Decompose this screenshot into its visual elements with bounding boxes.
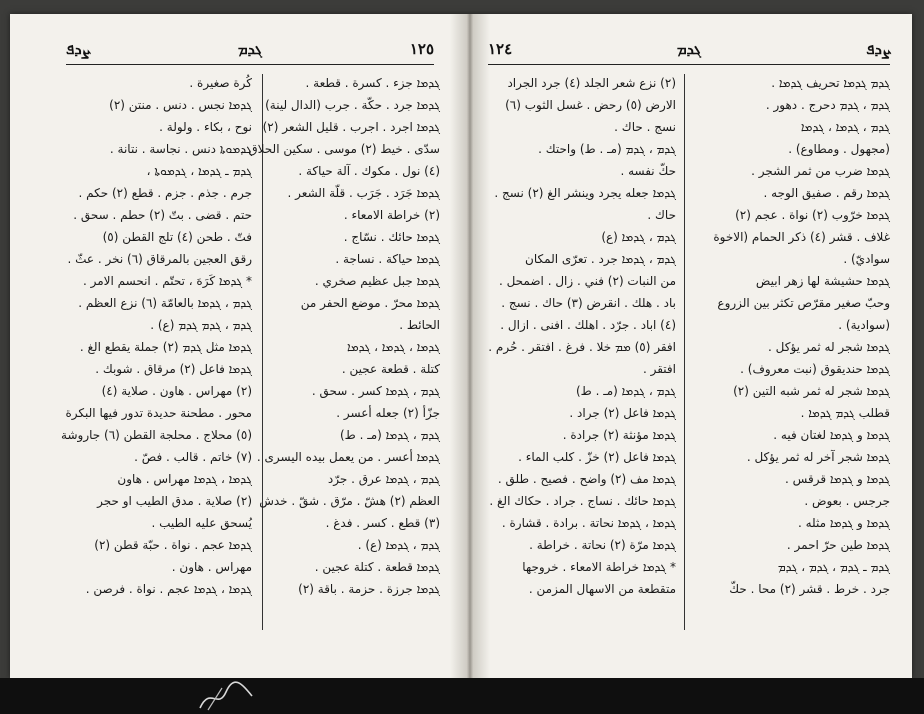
right-page-number: ١٢٤ [488, 40, 513, 58]
dictionary-line: (٢) نزع شعر الجلد (٤) جرد الجراد [507, 76, 676, 90]
dictionary-line: فتّ . طحن (٤) تلج القطن (٥) [102, 230, 252, 244]
dictionary-line: ܓܕܡܐ قطعة . كتلة عجين . [314, 560, 440, 574]
right-header-rule [488, 64, 890, 65]
dictionary-line: ܓܕܡ ، ܓܕܡ دحرج . دهور . [765, 98, 890, 112]
dictionary-line: افتقر . [642, 362, 676, 376]
dictionary-line: جرجس . بعوض . [804, 494, 890, 508]
dictionary-line: ܓܕܡܐ جعله يجرد وينشر الغ (٢) نسج . [494, 186, 676, 200]
dictionary-line: ܓܕܡܐ جزء . كسرة . قطعة . [305, 76, 440, 90]
book-gutter [450, 14, 490, 678]
right-page-column-2 [692, 72, 890, 634]
dictionary-line: ܓܕܡܐ حشيشة لها زهر ابيض [755, 274, 890, 288]
dictionary-line: ܓܕܡ ـ ܓܕܡܐ ، ܓܕܡܘܬܐ ، [146, 164, 252, 178]
dictionary-line: من النبات (٢) فني . زال . اضمحل . [498, 274, 676, 288]
dictionary-line: ܓܕܡܐ جرزة . حزمة . باقة (٢) [298, 582, 440, 596]
dictionary-line: حكّ نفسه . [620, 164, 676, 178]
dictionary-line: ܓܕܡ ، ܓܕܡܐ (ع) . [357, 538, 440, 552]
dictionary-line: (٢) صلاية . مدق الطيب او حجر [97, 494, 252, 508]
dictionary-line: جزّأ (٢) جعله أعسر . [336, 406, 440, 420]
dictionary-line: * ܓܕܡܐ خراطة الامعاء . خروجها [522, 560, 676, 574]
left-page [10, 14, 452, 678]
dictionary-line: ܓܕܡܐ حائك . نساج . جراد . حكاك الغ . [489, 494, 676, 508]
dictionary-line: ܓܕܡܐ فاعل (٢) جراد . [569, 406, 676, 420]
dictionary-line: متقطعة من الاسهال المزمن . [528, 582, 676, 596]
dictionary-line: ܓܕܡܐ طين حرّ احمر . [786, 538, 890, 552]
dictionary-line: ܓܕܡܐ ، ܓܕܡܐ ، ܓܕܡܐ [346, 340, 440, 354]
dictionary-line: حاك . [647, 208, 676, 222]
left-header-left-word: ܨܕܦ [66, 40, 90, 58]
dictionary-line: (سوادية) . [838, 318, 890, 332]
dictionary-line: ܓܕܡ ـ ܓܕܡ ، ܓܕܡ ، ܓܕܡ [777, 560, 890, 574]
left-page-column-1 [61, 72, 252, 634]
dictionary-line: يُسحق عليه الطيب . [151, 516, 252, 530]
dictionary-line: * ܓܕܡܐ كَرَهَ ، تحتّم . انحسم الامر . [82, 274, 252, 288]
dictionary-line: نوح ، بكاء . ولولة . [159, 120, 252, 134]
dictionary-line: ܓܕܡܐ رقم . صفيق الوجه . [763, 186, 890, 200]
right-header-right-word: ܨܕܦ [866, 40, 890, 58]
dark-background-strip [0, 678, 924, 714]
dictionary-line: افقر (٥) ܡܡ خلا . فرغ . افتقر . حُرم . [488, 340, 676, 354]
dictionary-line: ܓܕܡܐ فاعل (٢) مرقاق . شوبك . [95, 362, 252, 376]
right-page [488, 14, 912, 678]
dictionary-line: ܓܕܡܐ حنديقوق (نبت معروف) . [740, 362, 890, 376]
dictionary-line: ܓܕܡܐ اجرد . اجرب . قليل الشعر (٢) [262, 120, 440, 134]
dictionary-line: الحائط . [399, 318, 440, 332]
dictionary-line: ܓܕܡܐ فاعل (٢) خزّ . كلب الماء . [518, 450, 676, 464]
dictionary-line: ܓܕܡܐ و ܓܕܡܐ قرقس . [785, 472, 890, 486]
dictionary-line: ܓܕܡ ، ܓܕܡܐ (مـ . ط) [576, 384, 676, 398]
dictionary-line: العظم (٢) هشّ . مرّق . شقّ . خدش [259, 494, 440, 508]
dictionary-line: ܓܕܡܐ نجس . دنس . منتن (٢) [109, 98, 252, 112]
dictionary-line: ܓܕܡܐ خرّوب (٢) نواة . عجم (٢) [735, 208, 890, 222]
dictionary-line: ܓܕܡܐ و ܓܕܡܐ لغتان فيه . [773, 428, 890, 442]
dictionary-line: (٧) خاتم . قالب . فصّ . [134, 450, 252, 464]
dictionary-line: ܓܕܡܐ ، ܓܕܡܐ نحاتة . برادة . قشارة . [501, 516, 676, 530]
right-page-column-1 [490, 72, 676, 634]
dictionary-line: ܓܕܡ ، ܓܕܡܐ جرد . تعرّى المكان [525, 252, 676, 266]
dictionary-line: غلاف . قشر (٤) ذكر الحمام (الاخوة [713, 230, 890, 244]
dictionary-line: ܓܕܡ ، ܓܕܡܐ بالعامّة (٦) نزع العظم . [78, 296, 252, 310]
dictionary-line: سواديّ) . [843, 252, 890, 266]
dictionary-line: ܓܕܡܐ أعسر . من يعمل بيده اليسرى . [256, 450, 440, 464]
dictionary-line: ܓܕܡ ، ܓܕܡܐ (مـ . ط) [340, 428, 440, 442]
dictionary-line: ܓܕܡܐ مؤنثة (٢) جرادة . [562, 428, 676, 442]
dictionary-line: الارض (٥) رحض . غسل الثوب (٦) [505, 98, 676, 112]
dictionary-line: رقق العجين بالمرقاق (٦) نخر . عثّ . [67, 252, 252, 266]
dictionary-line: ܓܕܡܐ مرّة (٢) نحاتة . خراطة . [529, 538, 676, 552]
dictionary-line: ܓܕܡ ، ܓܕܡ ܓܕܡ (ع) . [150, 318, 252, 332]
left-page-header [66, 40, 434, 62]
dictionary-line: (٥) محلاج . محلجة القطن (٦) جاروشة [61, 428, 252, 442]
right-column-divider [684, 74, 685, 630]
dictionary-line: كُرة صغيرة . [189, 76, 252, 90]
dictionary-line: ܓܕܡܐ شجر له ثمر يؤكل . [768, 340, 890, 354]
dictionary-line: حتم . قضى . بتّ (٢) حطم . سحق . [73, 208, 252, 222]
dictionary-line: مهراس . هاون . [171, 560, 252, 574]
dictionary-line: ܓܕܡܐ جَرَد . جَرَب . قلّة الشعر . [287, 186, 440, 200]
dictionary-line: ܓܕܡܐ ضرب من ثمر الشجر . [751, 164, 890, 178]
right-header-center-word: ܓܕܡ [676, 40, 702, 58]
dictionary-line: (مجهول . ومطاوع) . [788, 142, 890, 156]
dictionary-line: قطلب ܓܕܡ ܓܕܡܐ . [800, 406, 890, 420]
dictionary-line: ܓܕܡܐ جرد . حكّة . جرب (الدال لينة) [265, 98, 440, 112]
book-spread [10, 14, 912, 678]
dictionary-line: ܓܕܡܐ حائك . نسّاج . [343, 230, 440, 244]
left-page-number: ١٢٥ [409, 40, 434, 58]
dictionary-line: ܓܕܡܐ جبل عظيم صخري . [314, 274, 440, 288]
pen-scribble-icon [196, 682, 256, 712]
dictionary-line: نسج . حاك . [614, 120, 676, 134]
left-header-center-word: ܓܕܡ [237, 40, 263, 58]
left-header-rule [66, 64, 434, 65]
dictionary-line: جرم . جذم . جزم . قطع (٢) حكم . [78, 186, 252, 200]
dictionary-line: ܓܕܡܐ و ܓܕܡܐ مثله . [797, 516, 890, 530]
dictionary-line: (٣) قطع . كسر . فدغ . [325, 516, 440, 530]
dictionary-line: كتلة . قطعة عجين . [341, 362, 440, 376]
dictionary-line: وحبّ صغير مقرّص تكثر بين الزروع [717, 296, 890, 310]
dictionary-line: ܓܕܡܐ عجم . نواة . حبّة قطن (٢) [94, 538, 252, 552]
dictionary-line: ܓܕܡܐ مثل ܓܕܡ (٢) جملة يقطع الغ . [79, 340, 252, 354]
dictionary-line: ܓܕܡܐ محرّ . موضع الحفر من [300, 296, 440, 310]
dictionary-line: ܓܕܡ ، ܓܕܡܐ (ع) [601, 230, 676, 244]
dictionary-line: (٤) اباد . جرّد . اهلك . افنى . ازال . [500, 318, 676, 332]
dictionary-line: ܓܕܡܐ شجر آخر له ثمر يؤكل . [746, 450, 890, 464]
dictionary-line: ܓܕܡܘܬܐ دنس . نجاسة . نتانة . [109, 142, 252, 156]
dictionary-line: ܓܕܡܐ ، ܓܕܡܐ عجم . نواة . فرصن . [85, 582, 252, 596]
dictionary-line: ܓܕܡ ، ܓܕܡܐ كسر . سحق . [311, 384, 440, 398]
dictionary-line: (٤) نول . مكوك . آلة حياكة . [298, 164, 440, 178]
dictionary-line: سدّى . خيط (٢) موسى . سكين الحلاق . [240, 142, 440, 156]
dictionary-line: ܓܕܡܐ ، ܓܕܡܐ مهراس . هاون [117, 472, 252, 486]
dictionary-line: ܓܕܡ ܓܕܡܐ تحريف ܓܕܡܐ . [771, 76, 890, 90]
left-page-column-2 [240, 72, 440, 634]
right-page-header [488, 40, 890, 62]
dictionary-line: (٢) خراطة الامعاء . [343, 208, 440, 222]
dictionary-line: ܓܕܡܐ مف (٢) واضح . فصيح . طلق . [497, 472, 676, 486]
dictionary-line: ܓܕܡܐ شجر له ثمر شبه التين (٢) [733, 384, 890, 398]
dictionary-line: ܓܕܡ ، ܓܕܡܐ عرق . جرّد [327, 472, 440, 486]
dictionary-line: محور . مطحنة حديدة تدور فيها البكرة [65, 406, 252, 420]
dictionary-line: (٢) مهراس . هاون . صلاية (٤) [101, 384, 252, 398]
dictionary-line: ܓܕܡ ، ܓܕܡ (مـ . ط) واحتك . [538, 142, 676, 156]
dictionary-line: باد . هلك . انقرض (٣) حاك . نسج . [501, 296, 676, 310]
dictionary-line: ܓܕܡ ، ܓܕܡܐ ، ܓܕܡܐ [800, 120, 890, 134]
dictionary-line: ܓܕܡܐ حياكة . نساجة . [335, 252, 440, 266]
dictionary-line: جرد . خرط . قشر (٢) محا . حكّ [729, 582, 890, 596]
